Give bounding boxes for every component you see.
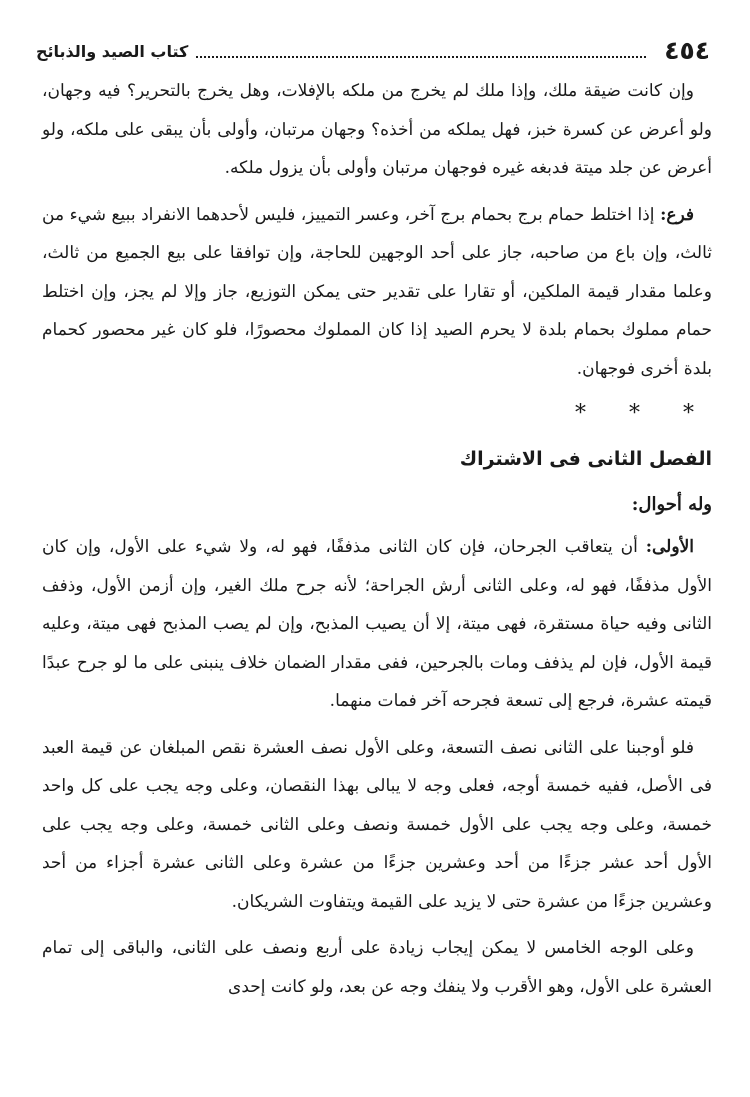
- paragraph-text: فلو أوجبنا على الثانى نصف التسعة، وعلى الأول نصف العشرة نقص المبلغان عن قيمة العبد فى الأصل، ففيه خمسة أوجه، فعلى وجه لا يبالى بهذا النقصان، وعلى وجه يجب على كل واحد خمسة، وعلى وجه يجب على الأول خمسة ونصف وعلى الثانى خمسة، وعلى وجه يجب على الأول أحد عشر جزءًا من أحد وعشرين جزءًا من عشرة وعلى الثانى عشرة أجزاء من أحد وعشرين جزءًا من عشرة حتى لا يزيد على القيمة ويتفاوت الشريكان.: [42, 737, 712, 912]
- subheading: وله أحوال:: [631, 494, 712, 515]
- paragraph-text: وإن كانت ضيقة ملك، وإذا ملك لم يخرج من ملكه بالإفلات، وهل يخرج بالتحرير؟ فيه وجهان، ولو أعرض عن كسرة خبز، فهل يملكه من أخذه؟ وجهان مرتبان، وأولى بأن يبقى على ملكه، ولو أعرض عن جلد ميتة فدبغه غيره فوجهان مرتبان وأولى بأن يزول ملكه.: [42, 81, 712, 178]
- header-dotted-leader: [196, 56, 646, 58]
- paragraph: [42, 528, 712, 721]
- paragraph-text: أن يتعاقب الجرحان، فإن كان الثانى مذففًا، فهو له، ولا شيء على الأول، وإن كان الأول مذففًا، فهو له، وعلى الثانى أرش الجراحة؛ لأنه جرح ملك الغير، وإن أزمن الأول، وذفف الثانى وفيه حياة مستقرة، فهى ميتة، إلا أن يصيب المذبح، وإن لم يصب المذبح فهى ميتة، وعليه قيمة الأول، فإن لم يذفف ومات بالجرحين، ففى مقدار الضمان خلاف ينبنى على ما لو جرح عبدًا قيمته عشرة، فرجع إلى تسعة فجرحه آخر فمات منهما.: [42, 537, 712, 711]
- paragraph: [42, 929, 712, 1006]
- running-title: كتاب الصيد والذبائح: [36, 42, 189, 61]
- paragraph-text: وعلى الوجه الخامس لا يمكن إيجاب زيادة على أربع ونصف على الثانى، والباقى إلى تمام العشرة على الأول، وهو الأقرب ولا ينفك وجه عن بعد، ولو كانت إحدى: [42, 938, 712, 997]
- page-number: ٤٥٤: [664, 36, 710, 65]
- section-title: الفصل الثانى فى الاشتراك: [459, 448, 712, 470]
- paragraph: [42, 72, 712, 188]
- page-header: [36, 32, 710, 66]
- section-separator: * * *: [575, 401, 712, 426]
- paragraph-term: الأولى:: [645, 537, 694, 557]
- paragraph: [42, 196, 712, 389]
- paragraph-term: فرع:: [660, 204, 694, 225]
- paragraph: [42, 729, 712, 922]
- page-body: [42, 72, 712, 1006]
- paragraph-text: إذا اختلط حمام برج بحمام برج آخر، وعسر التمييز، فليس لأحدهما الانفراد ببيع شيء من ثالث، وإن باع من صاحبه، جاز على أحد الوجهين للحاجة، وإن توافقا على بيع الجميع من ثالث، وعلما مقدار قيمة الملكين، أو تقارا على تقدير حتى يمكن التوزيع، جاز وإلا لم يجز، وإن اختلط حمام مملوك بحمام بلدة لا يحرم الصيد إذا كان المملوك محصورًا، فلو كان غير محصور كحمام بلدة أخرى فوجهان.: [42, 204, 712, 379]
